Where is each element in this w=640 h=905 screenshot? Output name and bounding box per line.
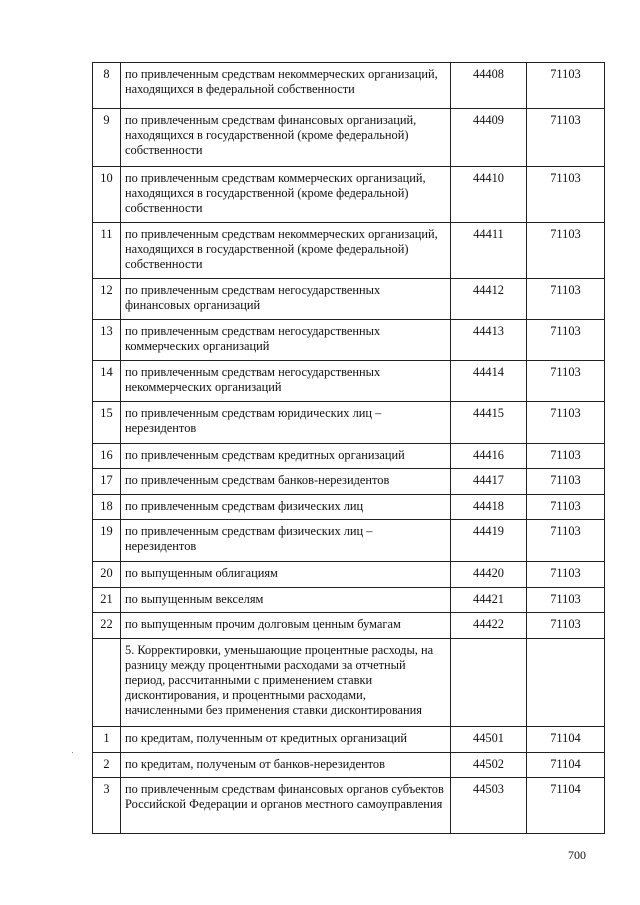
row-account-code: 44409 [451,109,527,167]
page-number: 700 [568,848,586,862]
row-account-code [451,639,527,727]
table-row [93,562,605,588]
row-symbol-code: 71103 [527,588,605,613]
table-row [93,444,605,469]
row-symbol-code: 71103 [527,320,605,361]
row-symbol-code: 71103 [527,444,605,469]
row-number: 12 [93,279,121,320]
row-account-code: 44419 [451,520,527,562]
row-description: по привлеченным средствам негосударственных некоммерческих организаций [121,361,451,402]
row-description: по выпущенным векселям [121,588,451,613]
row-symbol-code: 71104 [527,778,605,834]
row-account-code: 44413 [451,320,527,361]
row-number: 17 [93,469,121,495]
row-account-code: 44421 [451,588,527,613]
row-description: по привлеченным средствам некоммерческих организаций, находящихся в государственной (кроме федеральной) собственности [121,223,451,279]
row-description: по привлеченным средствам финансовых организаций, находящихся в государственной (кроме федеральной) собственности [121,109,451,167]
table-row [93,495,605,520]
row-account-code: 44422 [451,613,527,639]
row-description: по кредитам, полученным от кредитных организаций [121,727,451,753]
table-row [93,63,605,109]
row-number: 10 [93,167,121,223]
row-number [93,639,121,727]
accounts-table [92,62,605,834]
scan-speck [72,752,73,753]
row-description: по привлеченным средствам кредитных организаций [121,444,451,469]
row-number: 1 [93,727,121,753]
row-symbol-code: 71103 [527,520,605,562]
row-number: 11 [93,223,121,279]
row-number: 19 [93,520,121,562]
row-symbol-code: 71104 [527,727,605,753]
row-description: по привлеченным средствам физических лиц – нерезидентов [121,520,451,562]
row-symbol-code: 71103 [527,223,605,279]
table-row [93,320,605,361]
table-row [93,520,605,562]
row-symbol-code: 71103 [527,613,605,639]
table-row [93,223,605,279]
row-account-code: 44412 [451,279,527,320]
row-symbol-code: 71103 [527,495,605,520]
row-number: 2 [93,753,121,778]
row-description: по выпущенным облигациям [121,562,451,588]
row-number: 15 [93,402,121,444]
table-row [93,727,605,753]
table-row [93,588,605,613]
row-symbol-code: 71103 [527,167,605,223]
row-number: 21 [93,588,121,613]
row-account-code: 44414 [451,361,527,402]
table-row [93,361,605,402]
row-number: 18 [93,495,121,520]
table-row [93,613,605,639]
row-description: по привлеченным средствам финансовых органов субъектов Российской Федерации и органов местного самоуправления [121,778,451,834]
row-number: 22 [93,613,121,639]
row-symbol-code: 71103 [527,402,605,444]
row-description: по привлеченным средствам некоммерческих организаций, находящихся в федеральной собственности [121,63,451,109]
row-description: по кредитам, полученым от банков-нерезидентов [121,753,451,778]
row-description: по привлеченным средствам негосударственных коммерческих организаций [121,320,451,361]
table-row [93,279,605,320]
row-symbol-code: 71104 [527,753,605,778]
table-row [93,109,605,167]
row-description: по привлеченным средствам банков-нерезидентов [121,469,451,495]
row-account-code: 44420 [451,562,527,588]
row-number: 16 [93,444,121,469]
table-row [93,167,605,223]
row-account-code: 44418 [451,495,527,520]
row-symbol-code: 71103 [527,562,605,588]
row-description: по привлеченным средствам негосударственных финансовых организаций [121,279,451,320]
row-account-code: 44408 [451,63,527,109]
table-row [93,402,605,444]
row-account-code: 44417 [451,469,527,495]
row-number: 9 [93,109,121,167]
table-row [93,778,605,834]
row-account-code: 44410 [451,167,527,223]
row-number: 20 [93,562,121,588]
row-account-code: 44502 [451,753,527,778]
row-symbol-code: 71103 [527,63,605,109]
row-symbol-code: 71103 [527,109,605,167]
row-number: 3 [93,778,121,834]
table-row [93,753,605,778]
row-account-code: 44501 [451,727,527,753]
row-description: по привлеченным средствам физических лиц [121,495,451,520]
row-number: 8 [93,63,121,109]
row-account-code: 44415 [451,402,527,444]
row-account-code: 44411 [451,223,527,279]
row-description: по выпущенным прочим долговым ценным бумагам [121,613,451,639]
accounts-table-body [93,63,605,834]
row-symbol-code: 71103 [527,469,605,495]
row-symbol-code: 71103 [527,361,605,402]
table-row [93,639,605,727]
row-account-code: 44503 [451,778,527,834]
row-account-code: 44416 [451,444,527,469]
row-number: 13 [93,320,121,361]
table-row [93,469,605,495]
row-description: по привлеченным средствам коммерческих организаций, находящихся в государственной (кроме федеральной) собственности [121,167,451,223]
row-description: 5. Корректировки, уменьшающие процентные расходы, на разницу между процентными расходами за отчетный период, рассчитанными с применением ставки дисконтирования, и процентными расходами, начисленными без применения ставки дисконтирования [121,639,451,727]
row-number: 14 [93,361,121,402]
row-symbol-code [527,639,605,727]
row-description: по привлеченным средствам юридических лиц – нерезидентов [121,402,451,444]
row-symbol-code: 71103 [527,279,605,320]
